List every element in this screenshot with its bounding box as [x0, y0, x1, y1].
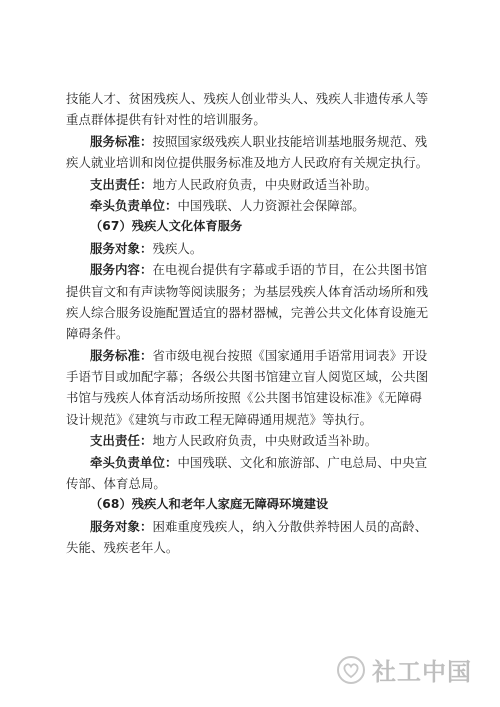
field-label: 服务内容：	[90, 262, 153, 278]
text-line: 服务内容：在电视台提供有字幕或手语的节目，在公共图书馆	[90, 262, 428, 278]
field-label: 服务标准：	[90, 133, 153, 149]
text-line: 服务标准：按照国家级残疾人职业技能培训基地服务规范、残	[90, 133, 428, 149]
watermark-text: 社工中国	[372, 658, 472, 686]
text-line: 支出责任：地方人民政府负责，中央财政适当补助。	[90, 433, 378, 449]
text-line: 服务对象：残疾人。	[90, 240, 203, 256]
field-label: 牵头负责单位：	[90, 197, 178, 213]
text-line: 设计规范》《建筑与市政工程无障碍通用规范》等执行。	[66, 411, 373, 427]
field-label: 服务标准：	[90, 347, 153, 363]
field-label: 支出责任：	[90, 176, 153, 192]
field-label: 支出责任：	[90, 433, 153, 449]
heart-logo-icon	[336, 655, 366, 685]
document-body	[66, 88, 436, 559]
section-heading-67: （67）残疾人文化体育服务	[90, 219, 243, 234]
text-line: 传部、体育总局。	[66, 476, 166, 492]
text-line: 疾人综合服务设施配置适宜的器材器械，完善公共文化体育设施无	[66, 304, 429, 320]
text-line: 障碍条件。	[66, 326, 129, 342]
text-line: 服务标准：省市级电视台按照《国家通用手语常用词表》开设	[90, 347, 428, 363]
text-line: 支出责任：地方人民政府负责，中央财政适当补助。	[90, 176, 378, 192]
field-label: 服务对象：	[90, 518, 153, 534]
text-line: 手语节目或加配字幕；各级公共图书馆建立盲人阅览区域，公共图	[66, 369, 429, 385]
text-line: 技能人才、贫困残疾人、残疾人创业带头人、残疾人非遗传承人等	[66, 91, 429, 106]
text-line: 牵头负责单位：中国残联、人力资源社会保障部。	[90, 197, 365, 213]
text-line: 书馆与残疾人体育活动场所按照《公共图书馆建设标准》《无障碍	[66, 390, 423, 406]
field-label: 服务对象：	[90, 240, 153, 256]
text-line: 牵头负责单位：中国残联、文化和旅游部、广电总局、中央宣	[90, 454, 428, 470]
section-heading-68: （68）残疾人和老年人家庭无障碍环境建设	[90, 497, 329, 512]
text-line: 服务对象：困难重度残疾人，纳入分散供养特困人员的高龄、	[90, 518, 428, 534]
text-line: 重点群体提供有针对性的培训服务。	[66, 112, 266, 128]
field-label: 牵头负责单位：	[90, 454, 178, 470]
text-line: 提供盲文和有声读物等阅读服务；为基层残疾人体育活动场所和残	[66, 283, 429, 299]
text-line: 失能、残疾老年人。	[66, 540, 179, 556]
text-line: 疾人就业培训和岗位提供服务标准及地方人民政府有关规定执行。	[66, 155, 429, 171]
watermark	[336, 652, 472, 687]
